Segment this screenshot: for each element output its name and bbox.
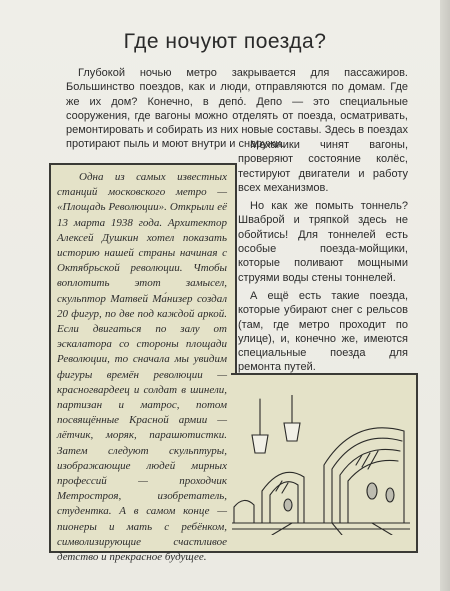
page-title: Где ночуют поезда? (123, 30, 327, 53)
right-paragraph-snow: А ещё есть такие поезда, которые убирают снег с рельсов (там, где метро проходит по улице), и, конечно же, имеются специальные поезда для ремонта путей. (238, 289, 408, 374)
sidebar-text: Одна из самых известных станций московского метро — «Площадь Революции». Открыли её 13 марта 1938 года. Архитектор Алексей Душкин хотел показать историю нашей страны начиная с Октябрьской революции. Чтобы воплотить этот замысел, скульптор Матвей Ма́низер создал 20 фигур, по две под каждой аркой. Если двигаться по залу от эскалатора со стороны площади Революции, то сначала мы увидим фигуры времён революции — красногвардеец и солдат в шинели, партизан и матрос, потом посвящённые Красной армии — лётчик, моряк, парашютистки. Затем следуют скульптуры, изображающие людей мирных профессий — проходчик Метростроя, изобретатель, студентка. А в самом конце — пионеры и мать с ребёнком, символизирующие счастливое детство и прекрасное будущее. (57, 171, 227, 564)
book-spine (440, 0, 450, 591)
intro-paragraph: Глубокой ночью метро закрывается для пассажиров. Большинство поездов, как и люди, отправляются по домам. Где же их дом? Конечно, в депо́. Депо — это специальные сооружения, где вагоны можно отделять от поезда, осматривать, ремонтировать и собирать из них новые составы. Здесь в поездах протирают пыль и моют внутри и снаружи. (66, 67, 408, 151)
right-column (238, 138, 408, 379)
metro-station-illustration (232, 395, 410, 535)
right-paragraph-tunnels: Но как же помыть тоннель? Шваброй и тряпкой здесь не обойтись! Для тоннелей есть особые поезда-мойщики, которые поливают мощными струями воды стены тоннелей. (238, 200, 408, 284)
right-paragraph-mechanics: Механики чинят вагоны, проверяют состояние колёс, тестируют двигатели и работу всех механизмов. (238, 139, 408, 194)
